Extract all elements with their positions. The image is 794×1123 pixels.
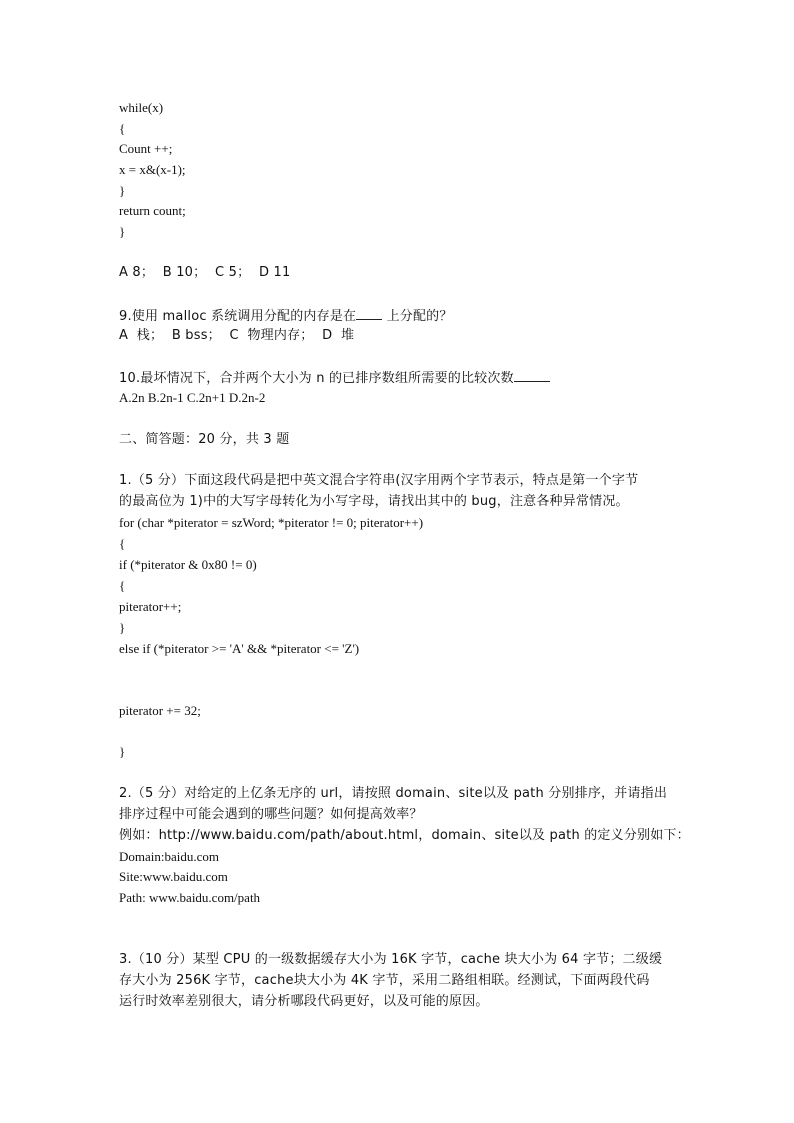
code-line: return count; [119,203,186,218]
code-line: } [119,224,126,239]
question-9-text: 9.使用 malloc 系统调用分配的内存是在 [119,309,357,324]
short-question-1-text: 1.（5 分）下面这段代码是把中英文混合字符串(汉字用两个字节表示，特点是第一个字节 [119,473,639,488]
code-line: if (*piterator & 0x80 != 0) [119,557,257,572]
code-line: { [119,578,126,593]
code-line: } [119,620,126,635]
short-question-2-text: 排序过程中可能会遇到的哪些问题？如何提高效率？ [119,807,423,822]
definition-domain: Domain:baidu.com [119,849,220,864]
question-9-text-end: 上分配的？ [382,309,453,324]
definition-site: Site:www.baidu.com [119,869,228,884]
code-line: piterator++; [119,599,182,614]
short-question-2-example: 例如：http://www.baidu.com/path/about.html，domain、site以及 path 的定义分别如下： [119,828,690,843]
code-line: } [119,183,126,198]
code-line: { [119,536,126,551]
code-line: { [119,121,126,136]
question-9-options: A 栈； B bss； C 物理内存； D 堆 [119,328,355,343]
code-line: Count ++; [119,141,173,156]
code-line: else if (*piterator >= 'A' && *piterator <= 'Z') [119,641,360,656]
question-10-options: A.2n B.2n-1 C.2n+1 D.2n-2 [119,390,266,405]
question-9 [119,307,453,325]
answer-blank [514,369,550,382]
short-question-3-text: 3.（10 分）某型 CPU 的一级数据缓存大小为 16K 字节，cache 块大小为 64 字节；二级缓 [119,952,663,967]
question-10 [119,369,550,387]
question-8-options: A 8； B 10； C 5； D 11 [119,265,291,280]
code-line: } [119,744,126,759]
short-question-1-text: 的最高位为 1)中的大写字母转化为小写字母，请找出其中的 bug，注意各种异常情况。 [119,494,629,509]
answer-blank [356,307,382,320]
code-line: for (char *piterator = szWord; *piterator != 0; piterator++) [119,515,424,530]
short-question-3-text: 存大小为 256K 字节，cache块大小为 4K 字节，采用二路组相联。经测试，下面两段代码 [119,973,650,988]
short-question-3-text: 运行时效率差别很大，请分析哪段代码更好，以及可能的原因。 [119,994,489,1009]
question-10-text: 10.最坏情况下，合并两个大小为 n 的已排序数组所需要的比较次数 [119,371,514,386]
short-question-2-text: 2.（5 分）对给定的上亿条无序的 url，请按照 domain、site以及 path 分别排序，并请指出 [119,786,668,801]
code-line: piterator += 32; [119,703,201,718]
code-line: x = x&(x-1); [119,162,186,177]
code-line: while(x) [119,100,164,115]
section-title: 二、简答题：20 分，共 3 题 [119,432,290,447]
definition-path: Path: www.baidu.com/path [119,890,261,905]
